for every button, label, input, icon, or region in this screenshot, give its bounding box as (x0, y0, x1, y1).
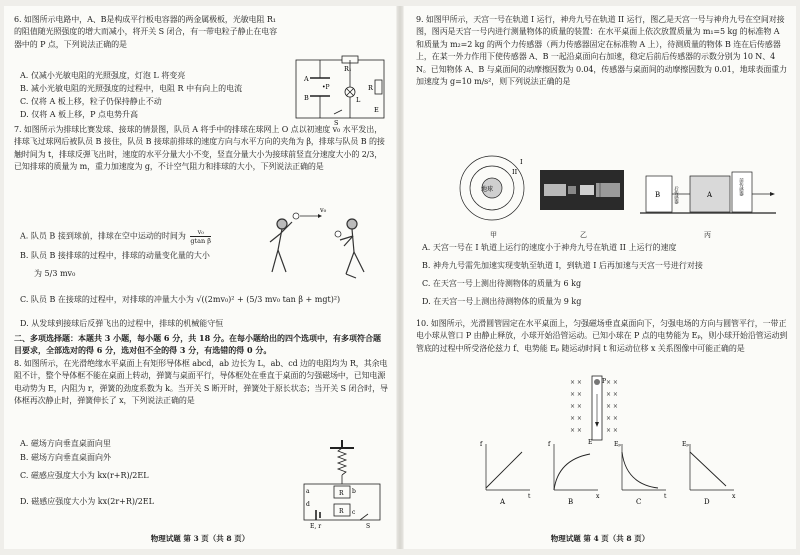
q9-option-c: C. 在天宫一号上测出待测物体的质量为 6 kg (422, 279, 582, 288)
q8-label-e: E, r (310, 523, 322, 530)
q9-fig-yi: 乙 (580, 231, 587, 239)
svg-text:× ×: × × (606, 427, 618, 434)
q8-label-a: a (306, 488, 310, 495)
q9-fig-bing: 丙 (704, 231, 711, 239)
svg-text:× ×: × × (606, 415, 618, 422)
svg-text:× ×: × × (570, 379, 582, 386)
q6-option-a: A. 仅减小光敏电阻的光照强度，灯泡 L 将变亮 (20, 71, 186, 80)
q7-label-v0: v₀ (320, 206, 327, 214)
q10-graph-a-x: t (528, 493, 531, 500)
book-spine (397, 6, 403, 549)
q9-sensor-figure (640, 166, 776, 224)
q6-label-e: E (374, 106, 379, 114)
q6-label-p: •P (322, 84, 330, 91)
q8-stem: 8. 如图所示，在光滑绝缘水平桌面上有矩形导体框 abcd，ab 边长为 L，ab、cd 边的电阻均为 R，其余电阻不计，整个导体框不能在桌面上转动，弹簧与桌面平行，导体框处在垂直于桌面的匀强磁场中，已知电源电动势为 E，内阻为 r，弹簧的劲度系数为 k。当开关 S 断开时，弹簧处于原长状态；当开关 S 闭合时，导体框再次静止时，弹簧伸长了 x，下列说法正确的是 (14, 359, 388, 406)
svg-text:× ×: × × (570, 427, 582, 434)
q8-label-s: S (366, 523, 371, 530)
q6-label-s: S (334, 119, 339, 127)
q10-graph-c-x: t (664, 493, 667, 500)
q10-graph-d-letter: D (704, 498, 710, 506)
q8-label-b: b (352, 488, 356, 495)
q9-label-sensor1: 后传感器 (673, 186, 679, 204)
q7-option-a (20, 228, 211, 245)
q7-option-a-fraction (190, 228, 211, 245)
q7-players-figure (248, 202, 388, 288)
q8-option-c: C. 磁感应强度大小为 kx(r+R)/2EL (20, 471, 149, 480)
q6-option-c: C. 仅将 A 板上移，粒子仍保持静止不动 (20, 97, 162, 106)
q10-label-e: E (588, 439, 593, 446)
q7-frac-den: gtan β (190, 237, 212, 245)
q6-stem: 6. 如图所示电路中，A、B是构成平行板电容器的两金属极板，光敏电阻 R₁ 的阻值随光照强度的增大而减小，将开关 S 闭合，有一带电粒子静止在电容器中的 P 点，下列说法正确的是 (14, 15, 278, 49)
svg-text:× ×: × × (606, 379, 618, 386)
q9-option-d: D. 在天宫一号上测出待测物体的质量为 9 kg (422, 297, 582, 306)
q7-stem: 7. 如图所示为排球比赛发球、接球的情景图，队员 A 将手中的排球在球网上 O 点以初速度 v₀ 水平发出，排球飞过球网后被队员 B 接住，队员 B 接球前排球的速度方向与水平方向的夹角为 β，排球与队员 B 的接触时间为 t，排球反弹飞出时，速度的水平分量大小不变，竖直分量大小为接球前竖直分速度大小的 2/3，已知排球的质量为 m，重力加速度为 g，不计空气阻力和排球的大小，下列说法正确的是 (14, 125, 385, 172)
q6-label-r1: R₁ (344, 65, 352, 73)
q10-tube-figure (566, 374, 630, 446)
q10-graph-a (476, 438, 534, 506)
q8-option-b: B. 磁场方向垂直桌面向外 (20, 453, 111, 462)
q10-graph-a-y: f (480, 441, 483, 448)
svg-text:× ×: × × (606, 403, 618, 410)
svg-text:× ×: × × (570, 403, 582, 410)
q9-label-b: B (655, 191, 661, 199)
q10-graph-d-x: x (732, 493, 736, 500)
q9-option-a: A. 天宫一号在 I 轨道上运行的速度小于神舟九号在轨道 II 上运行的速度 (422, 243, 677, 252)
q9-option-b: B. 神舟九号需先加速实现变轨至轨道 I，到轨道 I 后再加速与天宫一号进行对接 (422, 261, 703, 270)
q10-graph-c-letter: C (636, 498, 642, 506)
q10-graph-b (544, 438, 602, 506)
q10-stem: 10. 如图所示，光滑圆管固定在水平桌面上，匀强磁场垂直桌面向下，匀强电场的方向与圆管平行，一带正电小球从管口 P 由静止释放，小球开始沿管运动。已知小球在 P 点的电势能为 Eₚ，则小球开始沿管运动到管底的过程中所受洛伦兹力 f、电势能 Eₚ 随运动时间 t 和运动位移 x 关系图像中可能正确的是 (416, 319, 788, 353)
q8-frame-figure (294, 438, 390, 530)
q8-label-c: c (352, 509, 356, 516)
q10-label-p: P (602, 378, 607, 385)
q7-option-c: C. 队员 B 在接球的过程中，对排球的冲量大小为 √((2mv₀)² + (5/3 mv₀ tan β + mgt)²) (20, 295, 341, 304)
q10-graph-b-letter: B (568, 498, 574, 506)
svg-text:× ×: × × (570, 415, 582, 422)
page-3 (4, 6, 396, 549)
q9-label-sensor2: 前传感器 (738, 178, 744, 196)
q7-option-b-line2: 为 5/3 mv₀ (34, 269, 76, 278)
q7-frac-num: v₀ (190, 228, 211, 237)
q8-option-d: D. 磁感应强度大小为 kx(2r+R)/2EL (20, 497, 154, 506)
q9-stem: 9. 如图甲所示，天宫一号在轨道 I 运行，神舟九号在轨道 II 运行，图乙是天宫一号与神舟九号在空间对接图，图丙是天宫一号内进行测量物体的质量的装置：在水平桌面上依次放置质量为 m₁=5 kg 的标准物 A 和质量为 m₂=2 kg 的两个力传感器（两力传感器固定在标准物 A 上），待测质量的物体 B 连在后传感器上，在某一外力作用下使传感器 A、B 一起沿桌面向右加速，稳定后前后传感器的示数分别为 10 N、4 N。已知物体 A、B 与桌面间的动摩擦因数为 0.04，传感器与桌面间的动摩擦因数为 0.01，地球表面重力加速度为 g=10 m/s²，则下列说法正确的是 (416, 15, 788, 87)
q10-graph-b-x: x (596, 493, 600, 500)
page-4-footer: 物理试题 第 4 页（共 8 页） (550, 534, 650, 543)
q10-graph-c-y: Eₚ (614, 441, 621, 448)
section-2-title: 二、多项选择题：本题共 3 小题，每小题 6 分，共 18 分。在每小题给出的四个选项中，有多项符合题目要求，全部选对的得 6 分，选对但不全的得 3 分，有选错的得 0 分。 (14, 333, 381, 355)
q6-label-l: L (356, 96, 361, 104)
q10-graph-c (612, 438, 670, 506)
q7-option-d: D. 从发球到接球后反弹飞出的过程中，排球的机械能守恒 (20, 319, 224, 328)
q9-label-orbit1: I (520, 158, 523, 166)
q9-label-earth: 地球 (481, 186, 494, 193)
q6-circuit-figure (288, 54, 390, 126)
q9-docking-photo (540, 170, 624, 210)
q9-fig-jia: 甲 (490, 231, 497, 239)
page-4 (404, 6, 796, 549)
q10-graph-b-y: f (548, 441, 551, 448)
q6-label-b: B (304, 94, 309, 102)
q8-option-a: A. 磁场方向垂直桌面向里 (20, 439, 111, 448)
q9-label-orbit2: II (512, 168, 518, 176)
q7-option-a-text: A. 队员 B 接到球前，排球在空中运动的时间为 (20, 231, 186, 241)
q7-option-b-line1: B. 队员 B 接排球的过程中，排球的动量变化量的大小 (20, 251, 210, 260)
q8-label-r2: R (339, 508, 344, 515)
q6-option-b: B. 减小光敏电阻的光照强度的过程中，电阻 R 中有向上的电流 (20, 84, 243, 93)
page-3-footer: 物理试题 第 3 页（共 8 页） (150, 534, 250, 543)
q8-label-d: d (306, 501, 310, 508)
q6-option-d: D. 仅将 A 板上移，P 点电势升高 (20, 110, 139, 119)
svg-text:× ×: × × (570, 391, 582, 398)
q8-label-r1: R (339, 490, 344, 497)
q6-label-a: A (304, 75, 309, 83)
q10-graph-d-y: Eₚ (682, 441, 689, 448)
q9-orbit-figure (454, 154, 530, 228)
q10-graph-a-letter: A (500, 498, 506, 506)
svg-text:× ×: × × (606, 391, 618, 398)
q9-label-a: A (707, 191, 713, 199)
q10-graph-d (680, 438, 738, 506)
q6-label-r: R (368, 84, 373, 92)
